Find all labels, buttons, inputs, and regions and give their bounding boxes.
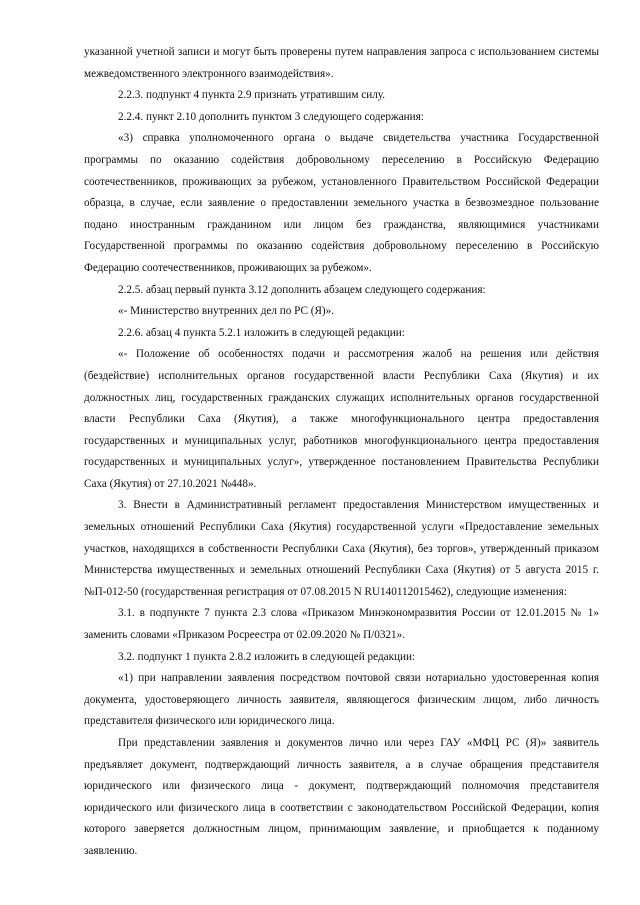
paragraph: 3.2. подпункт 1 пункта 2.8.2 изложить в следующей редакции:	[118, 650, 416, 663]
paragraph: «3) справка уполномоченного органа о выдаче свидетельства участника Государственной программы по оказанию содействия добровольному переселению в Российскую Федерацию соотечественников, проживающих за рубежом, установленного Правительством Российской Федерации образца, в случае, если заявление о предоставлении земельного участка в безвозмездное пользование подано иностранным гражданином или лицом без гражданства, являющимися участниками Государственной программы по оказанию содействия добровольному переселению в Российскую Федерацию соотечественников, проживающих за рубежом».	[84, 132, 599, 274]
paragraph: 2.2.4. пункт 2.10 дополнить пунктом 3 следующего содержания:	[118, 110, 424, 123]
paragraph: «- Положение об особенностях подачи и рассмотрения жалоб на решения или действия (бездействие) исполнительных органов государственной власти Республики Саха (Якутия) и их должностных лиц, государственных гражданских служащих исполнительных органов государственной власти Республики Саха (Якутия), а также многофункционального центра предоставления государственных и муниципальных услуг, работников многофункционального центра предоставления государственных и муниципальных услуг», утвержденное постановлением Правительства Республики Саха (Якутия) от 27.10.2021 №448».	[84, 348, 599, 490]
paragraph: указанной учетной записи и могут быть проверены путем направления запроса с использованием системы межведомственного электронного взаимодействия».	[84, 46, 599, 80]
paragraph: «1) при направлении заявления посредством почтовой связи нотариально удостоверенная копия документа, удостоверяющего личность заявителя, являющегося физическим лицом, либо личность представителя физического или юридического лица.	[84, 672, 599, 728]
paragraph: 3. Внести в Административный регламент предоставления Министерством имущественных и земельных отношений Республики Саха (Якутия) государственной услуги «Предоставление земельных участков, находящихся в собственности Республики Саха (Якутия), без торгов», утвержденный приказом Министерства имущественных и земельных отношений Республики Саха (Якутия) от 5 августа 2015 г. №П-012-50 (государственная регистрация от 07.08.2015 N RU140112015462), следующие изменения:	[84, 499, 599, 598]
paragraph: 2.2.5. абзац первый пункта 3.12 дополнить абзацем следующего содержания:	[118, 283, 486, 296]
paragraph: 2.2.6. абзац 4 пункта 5.2.1 изложить в следующей редакции:	[118, 326, 405, 339]
paragraph: 2.2.3. подпункт 4 пункта 2.9 признать утратившим силу.	[118, 89, 386, 102]
paragraph: 3.1. в подпункте 7 пункта 2.3 слова «Приказом Минэкономразвития России от 12.01.2015 № 1» заменить словами «Приказом Росреестра от 02.09.2020 № П/0321».	[84, 607, 599, 642]
paragraph: При представлении заявления и документов лично или через ГАУ «МФЦ РС (Я)» заявитель предъявляет документ, подтверждающий личность заявителя, а в случае обращения представителя юридического или физического лица - документ, подтверждающий полномочия представителя юридического или физического лица в соответствии с законодательством Российской Федерации, копия которого заверяется должностным лицом, принимающим заявление, и приобщается к поданному заявлению.	[84, 737, 599, 857]
paragraph: «- Министерство внутренних дел по РС (Я)».	[118, 305, 335, 318]
document-page	[84, 42, 599, 863]
